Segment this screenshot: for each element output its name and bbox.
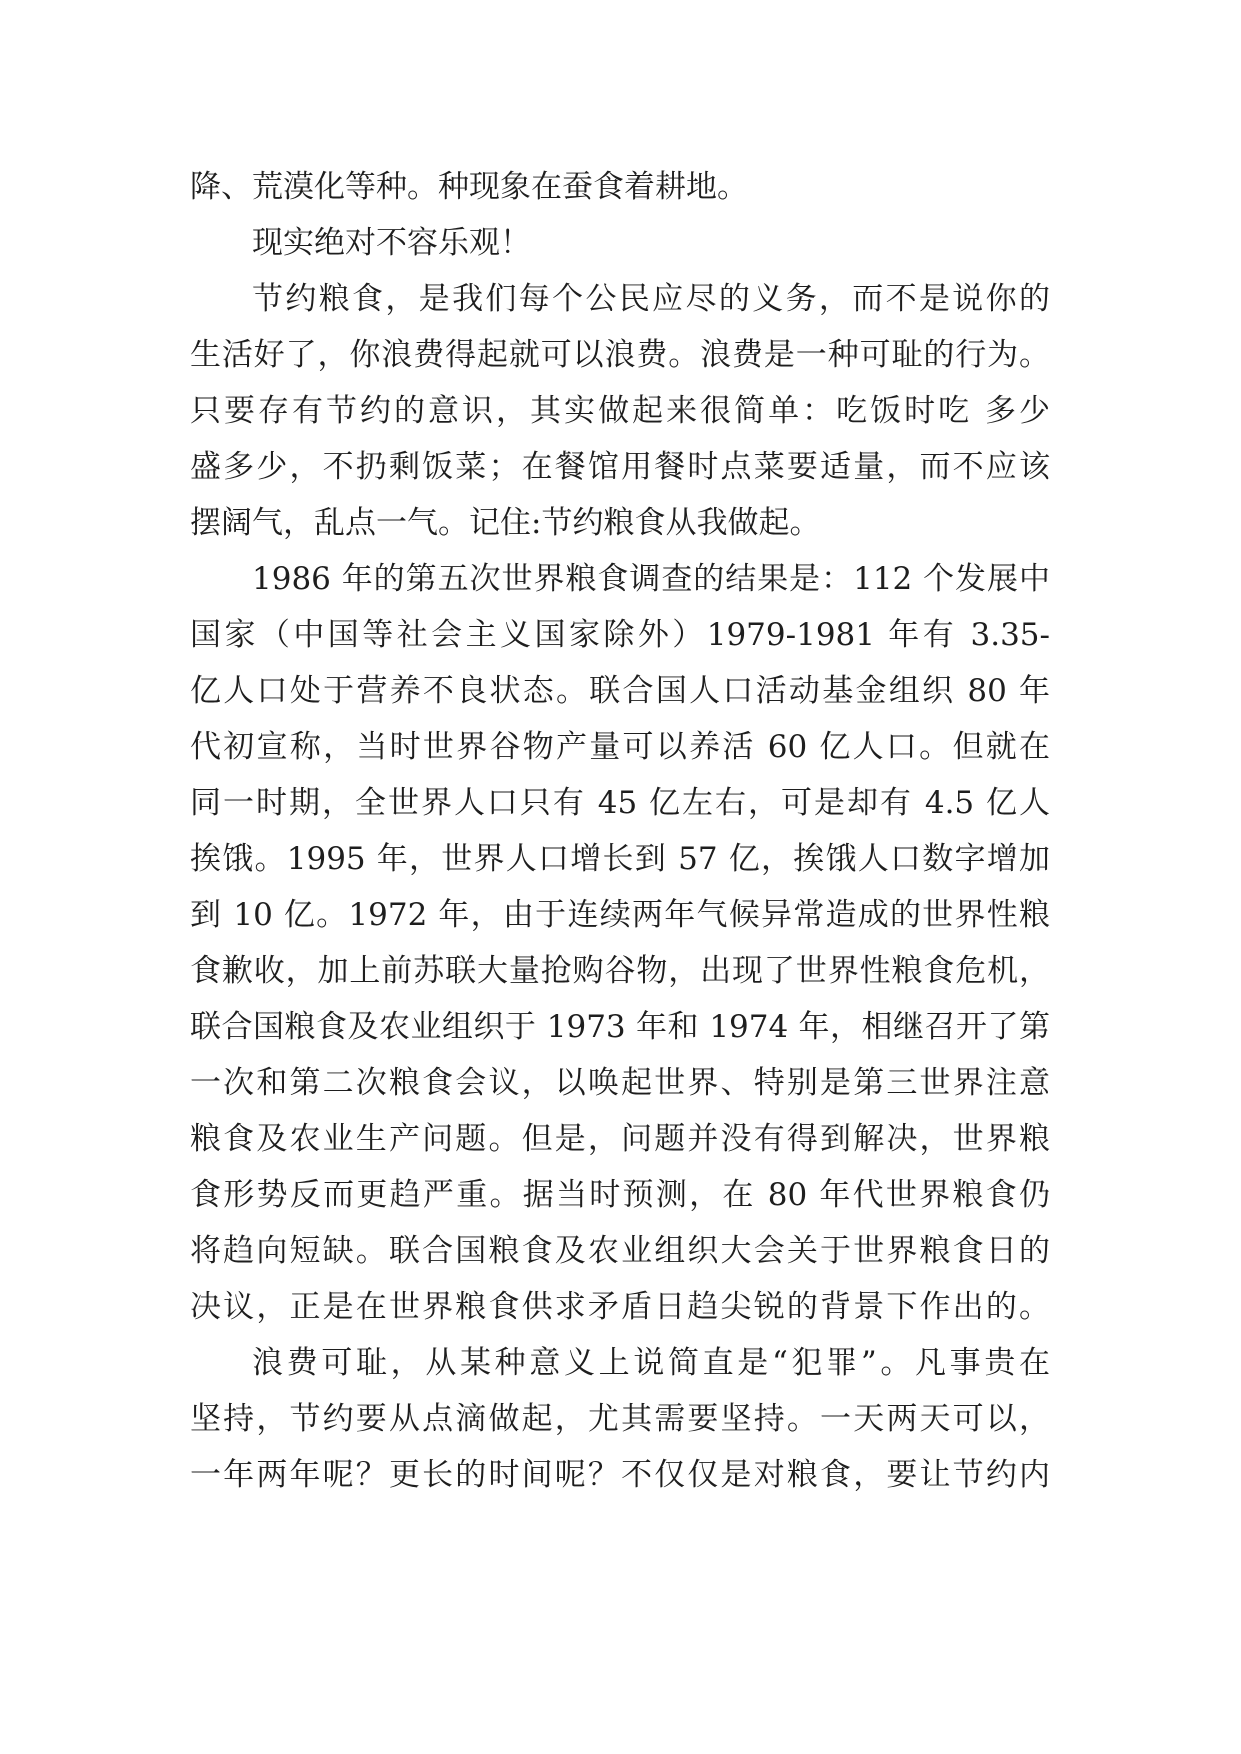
text-line: 联合国粮食及农业组织于 1973 年和 1974 年，相继召开了第 — [190, 1009, 1050, 1045]
text-line: 同一时期，全世界人口只有 45 亿左右，可是却有 4.5 亿人 — [190, 785, 1050, 821]
text-line: 生活好了，你浪费得起就可以浪费。浪费是一种可耻的行为。 — [190, 337, 1050, 373]
text-line: 1986 年的第五次世界粮食调查的结果是：112 个发展中 — [252, 561, 1050, 597]
text-line: 粮食及农业生产问题。但是，问题并没有得到解决，世界粮 — [190, 1121, 1050, 1157]
text-line: 一年两年呢？更长的时间呢？不仅仅是对粮食，要让节约内 — [190, 1457, 1050, 1493]
paragraph — [190, 1335, 1050, 1503]
text-line: 盛多少，不扔剩饭菜；在餐馆用餐时点菜要适量，而不应该 — [190, 449, 1050, 485]
paragraph — [190, 271, 1050, 551]
text-line: 代初宣称，当时世界谷物产量可以养活 60 亿人口。但就在 — [190, 729, 1050, 765]
text-line: 现实绝对不容乐观！ — [252, 225, 531, 261]
text-line: 国家（中国等社会主义国家除外）1979-1981 年有 3.35- — [190, 617, 1050, 653]
text-line: 决议，正是在世界粮食供求矛盾日趋尖锐的背景下作出的。 — [190, 1289, 1050, 1325]
text-line: 浪费可耻，从某种意义上说简直是“犯罪”。凡事贵在 — [252, 1345, 1050, 1381]
text-line: 一次和第二次粮食会议，以唤起世界、特别是第三世界注意 — [190, 1065, 1050, 1101]
text-line: 节约粮食，是我们每个公民应尽的义务，而不是说你的 — [252, 281, 1050, 317]
text-line: 只要存有节约的意识，其实做起来很简单：吃饭时吃 多少 — [190, 393, 1050, 429]
paragraph — [190, 215, 1050, 271]
text-line: 亿人口处于营养不良状态。联合国人口活动基金组织 80 年 — [190, 673, 1050, 709]
text-line: 到 10 亿。1972 年，由于连续两年气候异常造成的世界性粮 — [190, 897, 1050, 933]
text-line: 降、荒漠化等种。种现象在蚕食着耕地。 — [190, 169, 748, 205]
text-line: 食歉收，加上前苏联大量抢购谷物，出现了世界性粮食危机， — [190, 953, 1050, 989]
text-line: 挨饿。1995 年，世界人口增长到 57 亿，挨饿人口数字增加 — [190, 841, 1050, 877]
paragraph — [190, 159, 1050, 215]
text-line: 食形势反而更趋严重。据当时预测，在 80 年代世界粮食仍 — [190, 1177, 1050, 1213]
paragraph — [190, 551, 1050, 1335]
body-text — [190, 159, 1050, 1503]
text-line: 摆阔气，乱点一气。记住:节约粮食从我做起。 — [190, 505, 821, 541]
text-line: 将趋向短缺。联合国粮食及农业组织大会关于世界粮食日的 — [190, 1233, 1050, 1269]
text-line: 坚持，节约要从点滴做起，尤其需要坚持。一天两天可以， — [190, 1401, 1050, 1437]
